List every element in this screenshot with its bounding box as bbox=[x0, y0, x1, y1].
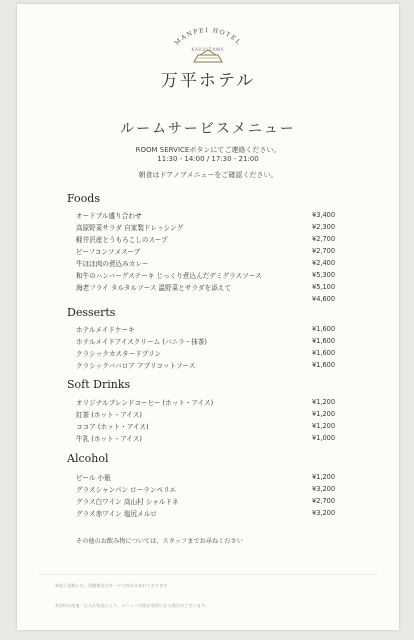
menu-item bbox=[76, 293, 362, 305]
section-title-alcohol: Alcohol bbox=[67, 452, 109, 465]
menu-title: ルームサービスメニュー bbox=[120, 121, 296, 137]
logo-sub-text: KARUIZAWA bbox=[191, 47, 225, 52]
footer-note: その他のお飲み物については、スタッフまでお尋ねください bbox=[76, 538, 243, 545]
menu-item bbox=[76, 495, 362, 507]
item-price: ¥1,600 bbox=[312, 325, 336, 333]
item-name: ビール 小瓶 bbox=[76, 474, 111, 482]
item-price: ¥1,600 bbox=[312, 349, 336, 357]
menu-item bbox=[76, 245, 362, 257]
notice-line-1: ROOM SERVICEボタンにてご連絡ください。 bbox=[135, 146, 281, 154]
item-name: 軽井沢産とうもろこしのスープ bbox=[76, 236, 168, 244]
section-title-desserts: Desserts bbox=[67, 306, 116, 319]
item-name: ココア (ホット・アイス) bbox=[76, 423, 149, 431]
section-title-soft-drinks: Soft Drinks bbox=[67, 378, 131, 391]
item-name: 紅茶 (ホット・アイス) bbox=[76, 411, 142, 419]
fine-print-2: ※食材の産地・仕入れ状況により、メニュー内容が変更になる場合がございます。 bbox=[55, 603, 209, 608]
menu-item bbox=[76, 408, 362, 420]
notice-line-2: 11:30 - 14:00 / 17:30 - 21:00 bbox=[157, 155, 259, 163]
hotel-logo bbox=[17, 18, 399, 91]
item-name: オリジナルブレンドコーヒー (ホット・アイス) bbox=[76, 399, 214, 407]
item-name: クラシックカスタードプリン bbox=[76, 350, 162, 358]
menu-item bbox=[76, 347, 362, 359]
item-price: ¥5,100 bbox=[312, 283, 336, 291]
menu-item bbox=[76, 257, 362, 269]
menu-item bbox=[76, 209, 362, 221]
item-name: 和牛のハンバーグステーキ じっくり煮込んだデミグラスソース bbox=[76, 272, 262, 280]
menu-item bbox=[76, 396, 362, 408]
item-price: ¥4,600 bbox=[312, 295, 336, 303]
menu-item bbox=[76, 281, 362, 293]
menu-item bbox=[76, 432, 362, 444]
item-price: ¥3,200 bbox=[312, 485, 336, 493]
item-price: ¥1,600 bbox=[312, 361, 336, 369]
item-name: ビーフコンソメスープ bbox=[76, 248, 141, 256]
menu-sheet bbox=[17, 4, 399, 630]
item-price: ¥1,200 bbox=[312, 422, 336, 430]
item-price: ¥3,400 bbox=[312, 211, 336, 219]
item-name: 牛ほほ肉の煮込みカレー bbox=[76, 260, 149, 268]
item-price: ¥1,200 bbox=[312, 473, 336, 481]
menu-item bbox=[76, 359, 362, 371]
item-price: ¥2,400 bbox=[312, 259, 336, 267]
menu-item bbox=[76, 507, 362, 519]
logo-arc-text: MANPEI HOTEL bbox=[173, 27, 243, 47]
menu-item bbox=[76, 233, 362, 245]
notice-line-3: 朝食はドアノブメニューをご確認ください。 bbox=[138, 171, 278, 179]
menu-item bbox=[76, 483, 362, 495]
item-price: ¥1,000 bbox=[312, 434, 336, 442]
item-price: ¥1,600 bbox=[312, 337, 336, 345]
menu-item bbox=[76, 269, 362, 281]
menu-item bbox=[76, 323, 362, 335]
menu-item bbox=[76, 335, 362, 347]
menu-item bbox=[76, 221, 362, 233]
item-name: ホテルメイドケーキ bbox=[76, 326, 135, 334]
item-price: ¥1,200 bbox=[312, 398, 336, 406]
menu-item bbox=[76, 420, 362, 432]
item-price: ¥2,700 bbox=[312, 497, 336, 505]
item-name: 海老フライ タルタルソース 温野菜とサラダを添えて bbox=[76, 284, 231, 292]
fine-print-1: ※表示金額には、消費税及びサービス料が含まれております。 bbox=[55, 583, 172, 588]
section-title-foods: Foods bbox=[67, 192, 100, 205]
item-price: ¥3,200 bbox=[312, 509, 336, 517]
item-price: ¥5,300 bbox=[312, 271, 336, 279]
hotel-emblem-icon bbox=[158, 18, 258, 64]
item-name: ホテルメイドアイスクリーム (バニラ・抹茶) bbox=[76, 338, 208, 346]
hotel-name: 万平ホテル bbox=[160, 71, 256, 91]
item-name: グラスシャンパン ローランペリエ bbox=[76, 486, 177, 494]
item-price: ¥1,200 bbox=[312, 410, 336, 418]
item-name: グラス白ワイン 高山村 シャルドネ bbox=[76, 498, 179, 506]
menu-item bbox=[76, 471, 362, 483]
item-name: 牛乳 (ホット・アイス) bbox=[76, 435, 142, 443]
item-price: ¥2,300 bbox=[312, 223, 336, 231]
divider bbox=[37, 574, 379, 575]
item-name: オードブル盛り合わせ bbox=[76, 212, 142, 220]
svg-text:MANPEI HOTEL bbox=[174, 27, 243, 47]
item-name: 高原野菜サラダ 自家製ドレッシング bbox=[76, 224, 184, 232]
item-name: クラシックババロア アプリコットソース bbox=[76, 362, 196, 370]
item-price: ¥2,700 bbox=[312, 247, 336, 255]
item-name: グラス赤ワイン 塩尻メルロ bbox=[76, 510, 157, 518]
item-price: ¥2,700 bbox=[312, 235, 336, 243]
